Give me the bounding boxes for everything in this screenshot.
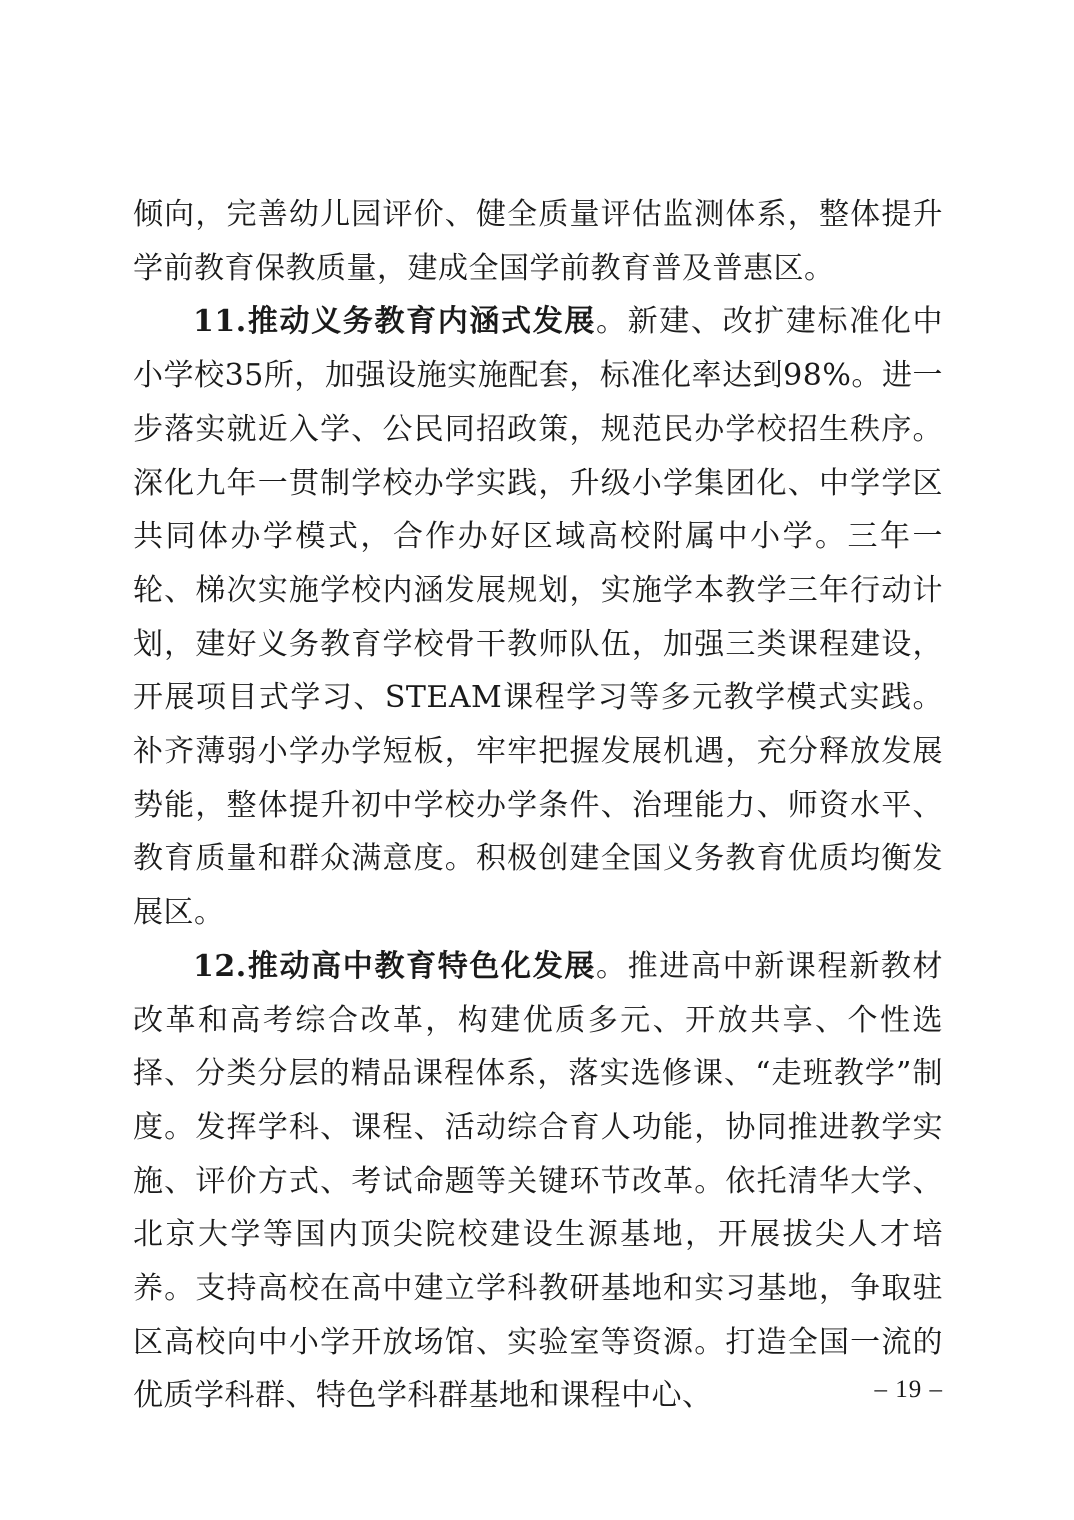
body-text <box>133 188 943 1423</box>
paragraph-12 <box>133 940 943 1423</box>
paragraph-text: 。推进高中新课程新教材改革和高考综合改革，构建优质多元、开放共享、个性选择、分类分层的精品课程体系，落实选修课、“走班教学”制度。发挥学科、课程、活动综合育人功能，协同推进教学实施、评价方式、考试命题等关键环节改革。依托清华大学、北京大学等国内顶尖院校建设生源基地，开展拔尖人才培养。支持高校在高中建立学科教研基地和实习基地，争取驻区高校向中小学开放场馆、实验室等资源。打造全国一流的优质学科群、特色学科群基地和课程中心、 <box>133 948 943 1414</box>
paragraph-11 <box>133 295 943 939</box>
paragraph-continuation <box>133 188 943 295</box>
page-number: – 19 – <box>874 1376 943 1403</box>
paragraph-text: 。新建、改扩建标准化中小学校35所，加强设施实施配套，标准化率达到98%。进一步落实就近入学、公民同招政策，规范民办学校招生秩序。深化九年一贯制学校办学实践，升级小学集团化、中学学区共同体办学模式，合作办好区域高校附属中小学。三年一轮、梯次实施学校内涵发展规划，实施学本教学三年行动计划，建好义务教育学校骨干教师队伍，加强三类课程建设，开展项目式学习、STEAM课程学习等多元教学模式实践。补齐薄弱小学办学短板，牢牢把握发展机遇，充分释放发展势能，整体提升初中学校办学条件、治理能力、师资水平、教育质量和群众满意度。积极创建全国义务教育优质均衡发展区。 <box>133 304 943 931</box>
paragraph-text: 倾向，完善幼儿园评价、健全质量评估监测体系，整体提升学前教育保教质量，建成全国学前教育普及普惠区。 <box>133 197 943 286</box>
paragraph-heading: 12.推动高中教育特色化发展 <box>193 948 596 984</box>
paragraph-heading: 11.推动义务教育内涵式发展 <box>193 304 596 340</box>
